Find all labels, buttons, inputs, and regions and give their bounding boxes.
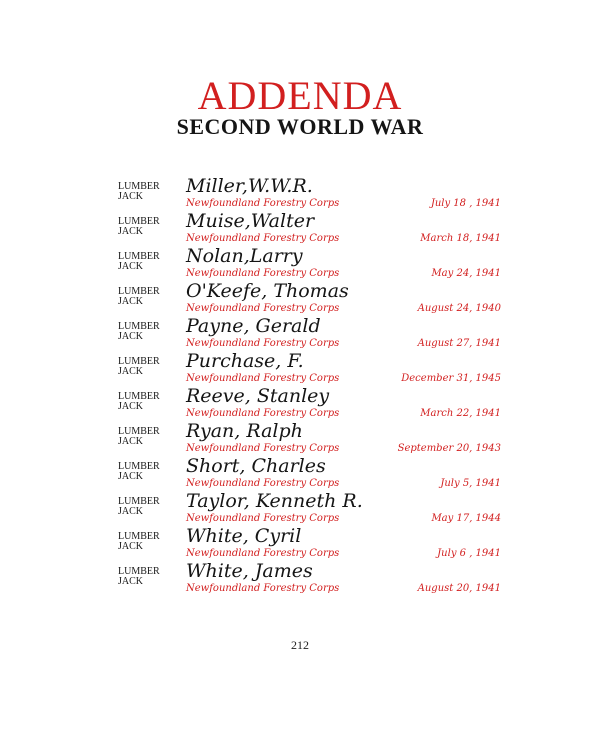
date-label: September 20, 1943 [397,443,501,454]
rank-label: LUMBER JACK [118,496,160,517]
person-name: Ryan, Ralph [186,420,303,442]
person-name: Reeve, Stanley [186,385,330,407]
rank-label: LUMBER JACK [118,216,160,237]
person-name: Muise,Walter [186,210,315,232]
unit-label: Newfoundland Forestry Corps [186,583,340,594]
date-label: July 18 , 1941 [430,198,501,209]
rank-label: LUMBER JACK [118,426,160,447]
page-number: 212 [291,638,309,652]
person-name: White, Cyril [186,525,302,547]
person-name: Taylor, Kenneth R. [186,490,363,512]
person-name: Purchase, F. [186,350,304,372]
date-label: August 27, 1941 [417,338,501,349]
unit-label: Newfoundland Forestry Corps [186,233,340,244]
unit-label: Newfoundland Forestry Corps [186,198,340,209]
date-label: March 22, 1941 [420,408,501,419]
unit-label: Newfoundland Forestry Corps [186,268,340,279]
rank-label: LUMBER JACK [118,321,160,342]
rank-label: LUMBER JACK [118,356,160,377]
date-label: July 5, 1941 [440,478,501,489]
date-label: March 18, 1941 [420,233,501,244]
list-item [0,560,600,602]
date-label: July 6 , 1941 [437,548,501,559]
rank-label: LUMBER JACK [118,391,160,412]
rank-label: LUMBER JACK [118,251,160,272]
date-label: August 24, 1940 [417,303,501,314]
unit-label: Newfoundland Forestry Corps [186,373,340,384]
unit-label: Newfoundland Forestry Corps [186,303,340,314]
rank-label: LUMBER JACK [118,566,160,587]
unit-label: Newfoundland Forestry Corps [186,408,340,419]
unit-label: Newfoundland Forestry Corps [186,443,340,454]
page-subtitle: SECOND WORLD WAR [176,114,424,139]
person-name: Miller,W.W.R. [186,175,313,197]
date-label: May 17, 1944 [431,513,501,524]
rank-label: LUMBER JACK [118,286,160,307]
date-label: August 20, 1941 [417,583,501,594]
rank-label: LUMBER JACK [118,531,160,552]
unit-label: Newfoundland Forestry Corps [186,548,340,559]
person-name: Nolan,Larry [186,245,303,267]
unit-label: Newfoundland Forestry Corps [186,513,340,524]
page-title: ADDENDA [197,73,403,118]
date-label: December 31, 1945 [401,373,501,384]
person-name: White, James [186,560,313,582]
person-name: Short, Charles [186,455,326,477]
rank-label: LUMBER JACK [118,181,160,202]
unit-label: Newfoundland Forestry Corps [186,478,340,489]
person-name: Payne, Gerald [186,315,321,337]
unit-label: Newfoundland Forestry Corps [186,338,340,349]
person-name: O'Keefe, Thomas [186,280,349,302]
date-label: May 24, 1941 [431,268,501,279]
rank-label: LUMBER JACK [118,461,160,482]
